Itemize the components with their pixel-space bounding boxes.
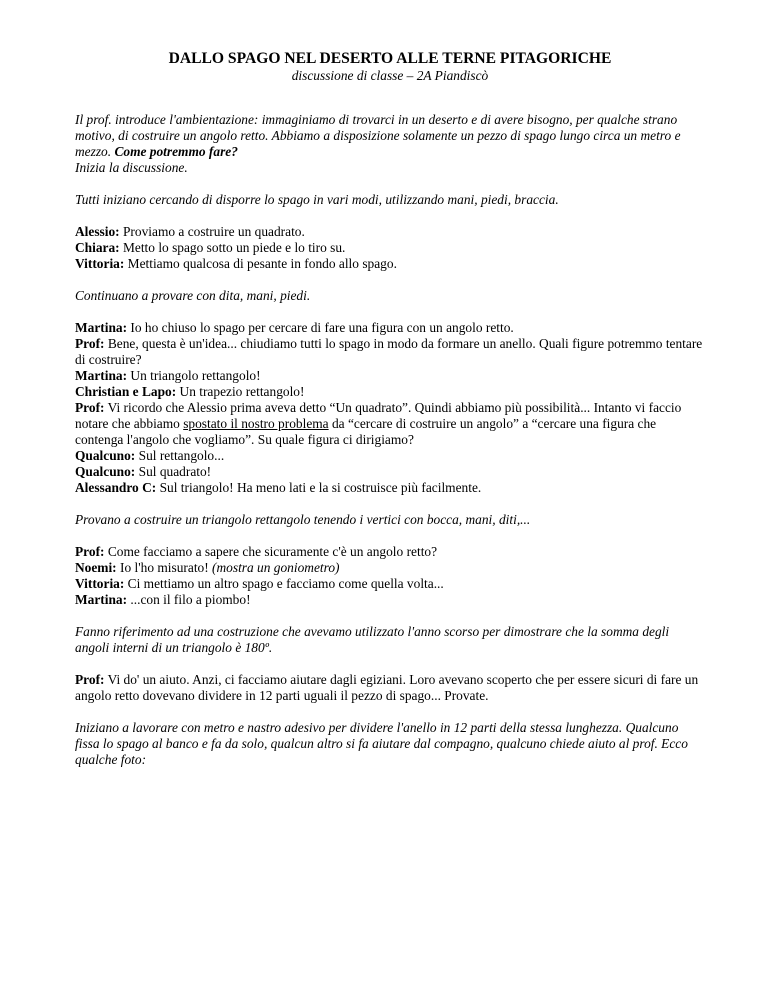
utterance: Sul rettangolo... — [135, 448, 225, 463]
dialogue-block-3 — [75, 544, 705, 608]
speaker: Martina: — [75, 368, 128, 383]
utterance-cont: da “cercare di costruire un angolo” a “cercare una figura che contenga l'angolo che vogliamo”. Su quale figura ci dirigiamo? — [75, 416, 657, 447]
dialogue-block-2 — [75, 320, 705, 496]
utterance: Metto lo spago sotto un piede e lo tiro su. — [119, 240, 346, 255]
speaker: Chiara: — [75, 240, 120, 255]
utterance: Un trapezio rettangolo! — [176, 384, 305, 399]
dialogue-line — [75, 240, 705, 256]
speaker: Prof: — [75, 544, 105, 559]
speaker: Christian e Lapo: — [75, 384, 177, 399]
speaker: Qualcuno: — [75, 448, 136, 463]
utterance: ...con il filo a piombo! — [127, 592, 251, 607]
intro-text: Il prof. introduce l'ambientazione: immaginiamo di trovarci in un deserto e di avere bisogno, per qualche strano motivo, di costruire un angolo retto. Abbiamo a disposizione solamente un pezzo di spago lungo circa un metro e mezzo. — [75, 112, 681, 159]
speaker: Martina: — [75, 320, 128, 335]
narration-4: Fanno riferimento ad una costruzione che avevamo utilizzato l'anno scorso per dimostrare che la somma degli angoli interni di un triangolo è 180º. — [75, 624, 670, 655]
utterance: Come facciamo a sapere che sicuramente c'è un angolo retto? — [104, 544, 438, 559]
utterance: Sul triangolo! Ha meno lati e la si costruisce più facilmente. — [156, 480, 482, 495]
speaker: Vittoria: — [75, 256, 125, 271]
narration-3: Provano a costruire un triangolo rettangolo tenendo i vertici con bocca, mani, diti,... — [75, 512, 531, 527]
speaker: Qualcuno: — [75, 464, 136, 479]
speaker: Prof: — [75, 336, 105, 351]
dialogue-line — [75, 400, 705, 448]
utterance: Bene, questa è un'idea... chiudiamo tutti lo spago in modo da formare un anello. Quali figure potremmo tentare di costruire? — [75, 336, 703, 367]
dialogue-line — [75, 256, 705, 272]
dialogue-line — [75, 544, 705, 560]
utterance: Vi do' un aiuto. Anzi, ci facciamo aiutare dagli egiziani. Loro avevano scoperto che per essere sicuri di fare un angolo retto dovevano dividere in 12 parti uguali il pezzo di spago... Provate. — [75, 672, 699, 703]
speaker: Martina: — [75, 592, 128, 607]
intro-paragraph — [75, 112, 705, 176]
speaker: Noemi: — [75, 560, 117, 575]
speaker: Prof: — [75, 672, 105, 687]
page-subtitle: discussione di classe – 2A Piandiscò — [291, 68, 489, 83]
dialogue-line — [75, 448, 705, 464]
utterance: Proviamo a costruire un quadrato. — [119, 224, 305, 239]
utterance: Vi ricordo che Alessio prima aveva detto “Un quadrato”. Quindi abbiamo più possibilità... Intanto vi faccio notare che abbiamo — [75, 400, 682, 431]
speaker: Prof: — [75, 400, 105, 415]
narration-2: Continuano a provare con dita, mani, piedi. — [75, 288, 311, 303]
dialogue-line — [75, 592, 705, 608]
dialogue-line — [75, 464, 705, 480]
dialogue-line — [75, 224, 705, 240]
utterance: Sul quadrato! — [135, 464, 212, 479]
dialogue-block-1 — [75, 224, 705, 272]
intro-line2: Inizia la discussione. — [75, 160, 188, 175]
dialogue-line — [75, 336, 705, 368]
narration-1: Tutti iniziano cercando di disporre lo spago in vari modi, utilizzando mani, piedi, braccia. — [75, 192, 559, 207]
page-title: DALLO SPAGO NEL DESERTO ALLE TERNE PITAGORICHE — [168, 50, 612, 67]
utterance: Un triangolo rettangolo! — [127, 368, 261, 383]
dialogue-line — [75, 560, 705, 576]
utterance: Mettiamo qualcosa di pesante in fondo allo spago. — [124, 256, 397, 271]
dialogue-line — [75, 384, 705, 400]
speaker: Vittoria: — [75, 576, 125, 591]
stage-direction: (mostra un goniometro) — [212, 560, 340, 575]
utterance: Io ho chiuso lo spago per cercare di fare una figura con un angolo retto. — [127, 320, 514, 335]
dialogue-block-4 — [75, 672, 705, 704]
utterance: Ci mettiamo un altro spago e facciamo come quella volta... — [124, 576, 444, 591]
dialogue-line — [75, 576, 705, 592]
utterance: Io l'ho misurato! — [116, 560, 213, 575]
speaker: Alessandro C: — [75, 480, 157, 495]
dialogue-line — [75, 480, 705, 496]
dialogue-line — [75, 320, 705, 336]
narration-5: Iniziano a lavorare con metro e nastro adesivo per dividere l'anello in 12 parti della stessa lunghezza. Qualcuno fissa lo spago al banco e fa da solo, qualcun altro si fa aiutare dal compagno, qualcuno chiede aiuto al prof. Ecco qualche foto: — [75, 720, 688, 767]
intro-question: Come potremmo fare? — [114, 144, 238, 159]
underlined-phrase: spostato il nostro problema — [183, 416, 329, 431]
dialogue-line — [75, 368, 705, 384]
speaker: Alessio: — [75, 224, 120, 239]
document-page — [75, 50, 705, 784]
